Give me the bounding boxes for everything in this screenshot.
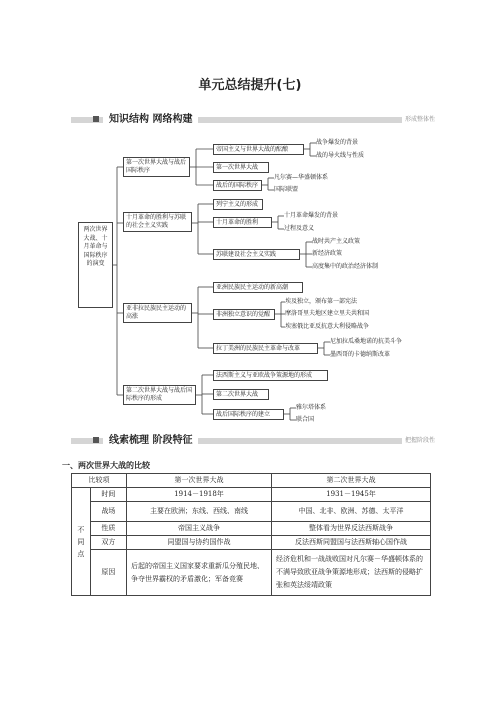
table-cell: 1931－1945年 [272, 488, 431, 502]
table-header: 第一次世界大战 [127, 474, 272, 488]
table-cell: 同盟国与协约国作战 [127, 536, 272, 550]
leaf: 墨西哥的卡德纳斯改革 [330, 351, 391, 358]
node-imperialism: 帝国主义与世界大战的酝酿 [213, 144, 304, 155]
row-label: 双方 [90, 536, 126, 550]
mindmap-root: 两次世界大战、十月革命与国际秩序的演变 [78, 222, 113, 308]
comparison-table [71, 473, 431, 596]
leaf: 埃塞俄比亚反抗意大利侵略战争 [285, 323, 370, 330]
table-header-row [72, 474, 431, 488]
section-title: 线索梳理 阶段特征 [103, 433, 198, 448]
table-row [72, 502, 431, 522]
table-row [72, 488, 431, 502]
table-cell: 后起的帝国主义国家要求重新瓜分殖民地、争夺世界霸权的矛盾激化；军备竞赛 [127, 550, 272, 596]
table-row [72, 522, 431, 536]
table-cell: 整体看为世界反法西斯战争 [272, 522, 431, 536]
branch-national-movements: 亚非拉民族民主运动的高涨 [123, 303, 192, 323]
node-postwar-order: 战后的国际秩序 [213, 180, 262, 191]
section-header-clues [71, 435, 435, 447]
leaf: 战的导火线与性质 [316, 152, 365, 159]
table-cell: 中国、北非、欧洲、苏德、太平洋 [272, 502, 431, 522]
table-row [72, 536, 431, 550]
leaf: 新经济政策 [312, 250, 343, 257]
node-october-victory: 十月革命的胜利 [213, 217, 272, 228]
leaf: 凡尔赛—华盛顿体系 [274, 174, 329, 181]
leaf: 雅尔塔体系 [296, 404, 327, 411]
leaf: 摩洛哥里夫地区建立里夫共和国 [285, 310, 370, 317]
table-cell: 反法西斯同盟国与法西斯轴心国作战 [272, 536, 431, 550]
section-tag: 形成整体性 [402, 112, 435, 127]
section-tag: 把握阶段性 [402, 433, 435, 448]
table-cell: 帝国主义战争 [127, 522, 272, 536]
leaf: 埃及独立，颁布第一部宪法 [285, 298, 358, 305]
page-title: 单元总结提升(七) [198, 78, 302, 93]
leaf: 战时共产主义政策 [312, 238, 361, 245]
leaf: 尼加拉瓜桑地诺的抗美斗争 [330, 338, 403, 345]
leaf: 高度集中的政治经济体制 [312, 263, 379, 270]
node-fascism: 法西斯主义与亚欧战争策源地的形成 [213, 370, 328, 381]
leaf: 联合国 [296, 416, 315, 423]
leaf: 战争爆发的背景 [316, 139, 359, 146]
table-cell: 主要在欧洲；东线、西线、南线 [127, 502, 272, 522]
leaf: 十月革命爆发的背景 [284, 212, 339, 219]
group-label: 不同点 [72, 488, 91, 596]
table-cell: 经济危机和一战战败国对凡尔赛－华盛顿体系的不满导致欧亚战争策源地形成；法西斯的侵略扩张和英法绥靖政策 [272, 550, 431, 596]
leaf: 国际联盟 [274, 186, 299, 193]
table-row [72, 550, 431, 596]
node-asia: 亚洲民族民主运动的新高潮 [213, 282, 303, 293]
branch-ww1: 第一次世界大战与战后国际秩序 [123, 157, 190, 177]
node-ww2: 第二次世界大战 [213, 389, 269, 400]
row-label: 时间 [90, 488, 126, 502]
table-cell: 1914－1918年 [127, 488, 272, 502]
table-header: 比较项 [72, 474, 127, 488]
node-postwar-order-2: 战后国际秩序的建立 [213, 409, 284, 420]
row-label: 战场 [90, 502, 126, 522]
node-soviet-practice: 苏联建设社会主义实践 [213, 249, 300, 260]
node-latin-america: 拉丁美洲的民族民主革命与改革 [213, 343, 318, 354]
row-label: 原因 [90, 550, 126, 596]
subheading: 一、两次世界大战的比较 [62, 461, 150, 470]
row-label: 性质 [90, 522, 126, 536]
section-title: 知识结构 网络构建 [103, 112, 198, 127]
branch-ww2: 第二次世界大战与战后国际秩序的形成 [123, 385, 196, 405]
node-ww1: 第一次世界大战 [213, 162, 269, 173]
node-africa: 非洲独立意识的觉醒 [213, 309, 275, 320]
leaf: 过程及意义 [284, 225, 315, 232]
table-header: 第二次世界大战 [272, 474, 431, 488]
branch-october: 十月革命的胜利与苏联的社会主义实践 [123, 212, 192, 232]
node-leninism: 列宁主义的形成 [213, 199, 263, 210]
